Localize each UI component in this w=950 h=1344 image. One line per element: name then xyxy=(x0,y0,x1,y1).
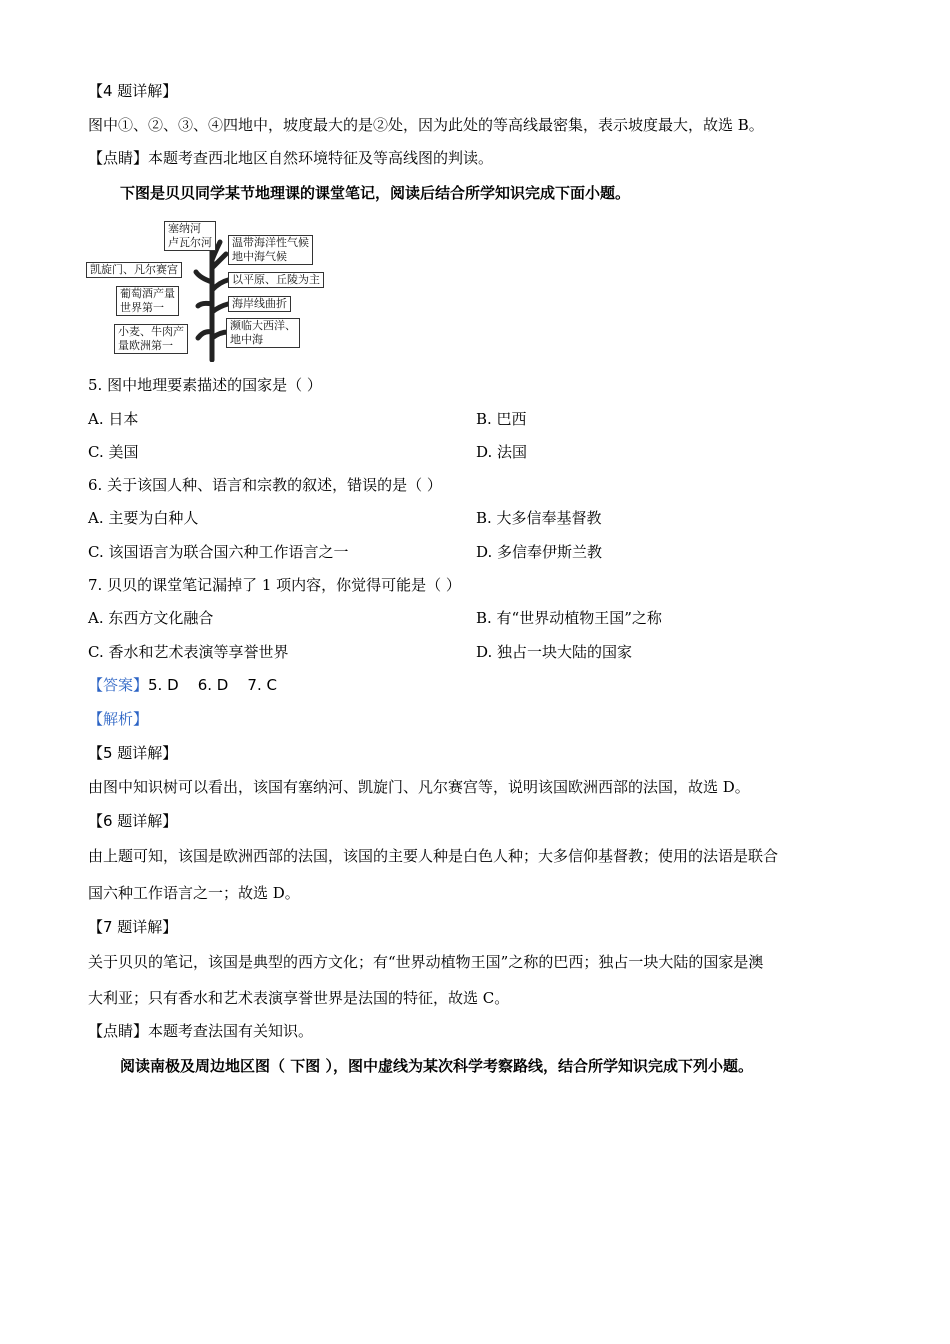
box-wine-line1: 葡萄酒产量 xyxy=(120,287,175,300)
question-7-option-c: C. 香水和艺术表演等享誉世界 xyxy=(88,643,289,661)
box-climate-line2: 地中海气候 xyxy=(232,250,287,263)
question-5-stem: 5. 图中地理要素描述的国家是（ ） xyxy=(88,376,322,394)
question-6-option-c: C. 该国语言为联合国六种工作语言之一 xyxy=(88,543,349,561)
answer-text: 5. D 6. D 7. C xyxy=(148,676,277,694)
box-sea-line1: 濒临大西洋、 xyxy=(230,319,296,332)
question-7-option-d: D. 独占一块大陆的国家 xyxy=(476,643,633,661)
q5-heading: 【5 题详解】 xyxy=(88,744,178,762)
box-landmarks: 凯旋门、凡尔赛宫 xyxy=(86,262,182,278)
box-wheat-line2: 量欧洲第一 xyxy=(118,339,173,352)
box-rivers-line2: 卢瓦尔河 xyxy=(168,236,212,249)
question-5-option-b: B. 巴西 xyxy=(476,410,527,428)
q6-explanation-line2: 国六种工作语言之一；故选 D。 xyxy=(88,884,300,902)
answer-line xyxy=(88,674,277,696)
q7-explanation-line1: 关于贝贝的笔记，该国是典型的西方文化；有“世界动植物王国”之称的巴西；独占一块大陆的国家是澳 xyxy=(88,953,764,971)
q6-explanation-line1: 由上题可知，该国是欧洲西部的法国，该国的主要人种是白色人种；大多信仰基督教；使用的法语是联合 xyxy=(88,847,779,865)
q6-heading: 【6 题详解】 xyxy=(88,812,178,830)
box-climate-line1: 温带海洋性气候 xyxy=(232,236,309,249)
q5-explanation: 由图中知识树可以看出，该国有塞纳河、凯旋门、凡尔赛宫等，说明该国欧洲西部的法国，故选 D。 xyxy=(88,778,750,796)
box-climate xyxy=(228,235,313,265)
analysis-label: 【解析】 xyxy=(88,710,149,728)
q7-comment: 【点睛】本题考查法国有关知识。 xyxy=(88,1022,314,1040)
q4-heading: 【4 题详解】 xyxy=(88,82,178,100)
box-wine-line2: 世界第一 xyxy=(120,301,164,314)
box-sea xyxy=(226,318,300,348)
question-5-option-d: D. 法国 xyxy=(476,443,528,461)
box-wheat-line1: 小麦、牛肉产 xyxy=(118,325,184,338)
question-7-option-a: A. 东西方文化融合 xyxy=(88,609,214,627)
box-rivers xyxy=(164,221,216,251)
question-5-option-c: C. 美国 xyxy=(88,443,139,461)
question-6-option-d: D. 多信奉伊斯兰教 xyxy=(476,543,603,561)
question-7-option-b: B. 有“世界动植物王国”之称 xyxy=(476,609,662,627)
box-wheat xyxy=(114,324,188,354)
box-rivers-line1: 塞纳河 xyxy=(168,222,201,235)
box-sea-line2: 地中海 xyxy=(230,333,263,346)
q4-explanation: 图中①、②、③、④四地中，坡度最大的是②处，因为此处的等高线最密集，表示坡度最大，故选 B。 xyxy=(88,116,764,134)
q7-explanation-line2: 大利亚；只有香水和艺术表演享誉世界是法国的特征，故选 C。 xyxy=(88,989,510,1007)
question-7-stem: 7. 贝贝的课堂笔记漏掉了 1 项内容，你觉得可能是（ ） xyxy=(88,576,461,594)
q7-heading: 【7 题详解】 xyxy=(88,918,178,936)
question-5-option-a: A. 日本 xyxy=(88,410,139,428)
question-6-option-a: A. 主要为白种人 xyxy=(88,509,199,527)
question-6-stem: 6. 关于该国人种、语言和宗教的叙述，错误的是（ ） xyxy=(88,476,442,494)
answer-label: 【答案】 xyxy=(88,676,149,694)
box-terrain: 以平原、丘陵为主 xyxy=(228,272,324,288)
box-coast: 海岸线曲折 xyxy=(228,296,291,312)
q4-comment: 【点睛】本题考查西北地区自然环境特征及等高线图的判读。 xyxy=(88,149,494,167)
knowledge-tree-figure xyxy=(86,220,332,362)
next-passage-intro: 阅读南极及周边地区图（ 下图 ），图中虚线为某次科学考察路线，结合所学知识完成下列小题。 xyxy=(120,1057,753,1075)
passage-intro: 下图是贝贝同学某节地理课的课堂笔记，阅读后结合所学知识完成下面小题。 xyxy=(120,184,631,202)
box-wine xyxy=(116,286,179,316)
question-6-option-b: B. 大多信奉基督教 xyxy=(476,509,602,527)
